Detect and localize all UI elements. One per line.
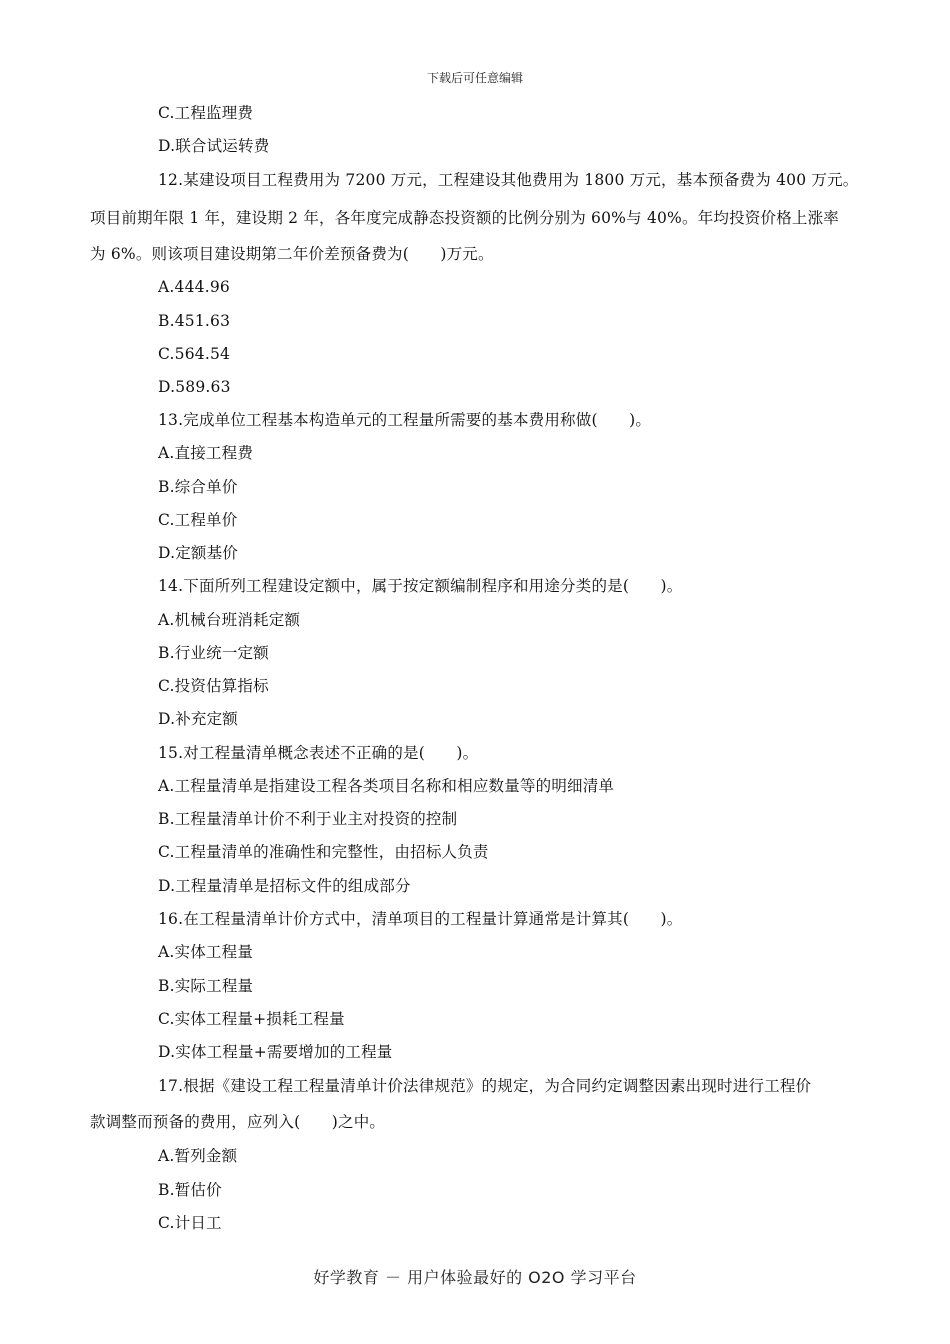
option-d-q16: D.实体工程量+需要增加的工程量 [158, 1043, 393, 1061]
question-12: 12.某建设项目工程费用为 7200 万元，工程建设其他费用为 1800 万元，基本预备费为 400 万元。 [158, 171, 859, 189]
question-14: 14.下面所列工程建设定额中，属于按定额编制程序和用途分类的是( )。 [158, 577, 683, 595]
question-12-line2: 项目前期年限 1 年，建设期 2 年，各年度完成静态投资额的比例分别为 60%与 40%。年均投资价格上涨率 [90, 209, 839, 227]
option-c-q16: C.实体工程量+损耗工程量 [158, 1010, 345, 1028]
option-a-q17: A.暂列金额 [158, 1147, 238, 1165]
page-header: 下载后可任意编辑 [426, 71, 523, 85]
option-b-q13: B.综合单价 [158, 478, 238, 496]
option-a-q16: A.实体工程量 [158, 943, 254, 961]
question-17: 17.根据《建设工程工程量清单计价法律规范》的规定，为合同约定调整因素出现时进行工程价 [158, 1077, 812, 1095]
page-footer: 好学教育 － 用户体验最好的 O2O 学习平台 [313, 1268, 637, 1287]
option-a-q14: A.机械台班消耗定额 [158, 611, 301, 629]
option-b-q14: B.行业统一定额 [158, 644, 269, 662]
question-16: 16.在工程量清单计价方式中，清单项目的工程量计算通常是计算其( )。 [158, 910, 683, 928]
question-12-line3: 为 6%。则该项目建设期第二年价差预备费为( )万元。 [90, 245, 494, 263]
option-d-q12: D.589.63 [158, 378, 231, 396]
option-a-q12: A.444.96 [158, 278, 230, 296]
option-d-item11: D.联合试运转费 [158, 137, 270, 155]
option-b-q17: B.暂估价 [158, 1181, 222, 1199]
option-a-q15: A.工程量清单是指建设工程各类项目名称和相应数量等的明细清单 [158, 777, 615, 795]
option-d-q15: D.工程量清单是招标文件的组成部分 [158, 877, 411, 895]
option-c-q13: C.工程单价 [158, 511, 238, 529]
option-d-q14: D.补充定额 [158, 710, 239, 728]
question-15: 15.对工程量清单概念表述不正确的是( )。 [158, 744, 479, 762]
option-c-item11: C.工程监理费 [158, 104, 254, 122]
option-c-q15: C.工程量清单的准确性和完整性，由招标人负责 [158, 843, 489, 861]
option-c-q14: C.投资估算指标 [158, 677, 269, 695]
option-b-q16: B.实际工程量 [158, 977, 254, 995]
option-c-q17: C.计日工 [158, 1214, 222, 1232]
option-b-q15: B.工程量清单计价不利于业主对投资的控制 [158, 810, 458, 828]
option-a-q13: A.直接工程费 [158, 444, 254, 462]
question-17-line2: 款调整而预备的费用，应列入( )之中。 [90, 1113, 386, 1131]
option-d-q13: D.定额基价 [158, 544, 239, 562]
option-c-q12: C.564.54 [158, 345, 231, 363]
option-b-q12: B.451.63 [158, 312, 231, 330]
question-13: 13.完成单位工程基本构造单元的工程量所需要的基本费用称做( )。 [158, 411, 652, 429]
